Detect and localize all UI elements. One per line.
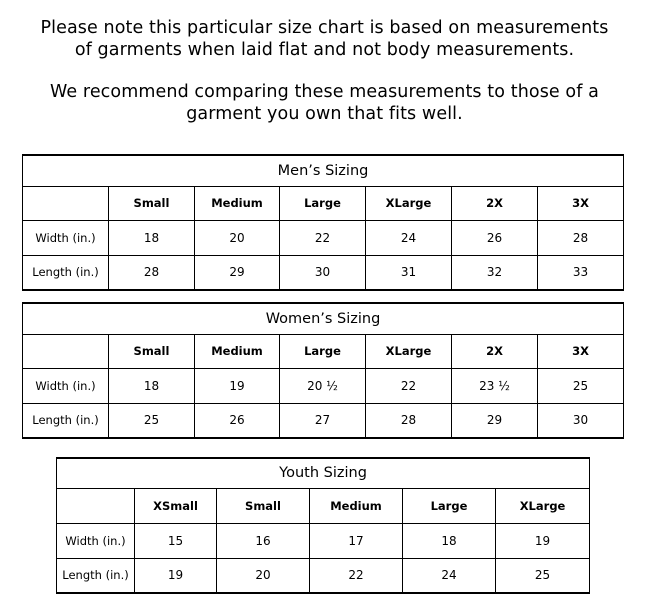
row-label: Length (in.)	[23, 403, 109, 438]
table-cell: 19	[195, 368, 280, 403]
comparison-recommendation	[0, 81, 649, 125]
table-cell: 22	[366, 368, 452, 403]
table-cell: 15	[135, 523, 217, 558]
mens-size-table	[22, 154, 624, 291]
youth-size-table	[56, 457, 590, 594]
row-label: Width (in.)	[57, 523, 135, 558]
table-cell: 27	[280, 403, 366, 438]
row-label: Width (in.)	[23, 220, 109, 255]
table-cell: 29	[452, 403, 538, 438]
womens-table-title: Women’s Sizing	[23, 303, 624, 334]
size-header: Small	[217, 488, 310, 523]
size-header: XLarge	[496, 488, 590, 523]
note-line-1: Please note this particular size chart is based on measurements	[40, 18, 609, 38]
size-header: 2X	[452, 334, 538, 368]
size-header: Medium	[195, 334, 280, 368]
table-cell: 19	[496, 523, 590, 558]
table-cell: 28	[538, 220, 624, 255]
table-cell: 31	[366, 255, 452, 290]
table-cell: 20 ½	[280, 368, 366, 403]
table-cell: 18	[109, 220, 195, 255]
size-header: Small	[109, 186, 195, 220]
size-header: Small	[109, 334, 195, 368]
size-header: XLarge	[366, 186, 452, 220]
table-cell: 30	[538, 403, 624, 438]
table-cell: 24	[403, 558, 496, 593]
table-cell: 17	[310, 523, 403, 558]
table-cell: 25	[496, 558, 590, 593]
table-cell: 25	[109, 403, 195, 438]
youth-table-title: Youth Sizing	[57, 458, 590, 488]
size-header: 3X	[538, 186, 624, 220]
size-header: Large	[280, 334, 366, 368]
size-header: 2X	[452, 186, 538, 220]
table-cell: 33	[538, 255, 624, 290]
table-cell: 23 ½	[452, 368, 538, 403]
corner-cell	[23, 186, 109, 220]
size-header: Medium	[310, 488, 403, 523]
table-cell: 26	[452, 220, 538, 255]
table-cell: 22	[310, 558, 403, 593]
table-cell: 20	[217, 558, 310, 593]
note-line-3: We recommend comparing these measurements to those of a	[50, 82, 599, 102]
table-cell: 18	[403, 523, 496, 558]
size-header: 3X	[538, 334, 624, 368]
table-cell: 20	[195, 220, 280, 255]
note-line-2: of garments when laid flat and not body measurements.	[74, 40, 575, 60]
row-label: Length (in.)	[57, 558, 135, 593]
table-cell: 25	[538, 368, 624, 403]
size-header: Large	[403, 488, 496, 523]
table-cell: 28	[109, 255, 195, 290]
size-header: Medium	[195, 186, 280, 220]
flat-measurement-note	[0, 17, 649, 61]
size-header: XSmall	[135, 488, 217, 523]
table-cell: 19	[135, 558, 217, 593]
size-header: XLarge	[366, 334, 452, 368]
note-line-4: garment you own that fits well.	[186, 104, 463, 124]
table-cell: 30	[280, 255, 366, 290]
row-label: Width (in.)	[23, 368, 109, 403]
table-cell: 24	[366, 220, 452, 255]
table-cell: 22	[280, 220, 366, 255]
size-header: Large	[280, 186, 366, 220]
table-cell: 16	[217, 523, 310, 558]
womens-size-table	[22, 302, 624, 439]
row-label: Length (in.)	[23, 255, 109, 290]
table-cell: 32	[452, 255, 538, 290]
table-cell: 29	[195, 255, 280, 290]
table-cell: 26	[195, 403, 280, 438]
corner-cell	[57, 488, 135, 523]
table-cell: 18	[109, 368, 195, 403]
mens-table-title: Men’s Sizing	[23, 155, 624, 186]
corner-cell	[23, 334, 109, 368]
table-cell: 28	[366, 403, 452, 438]
